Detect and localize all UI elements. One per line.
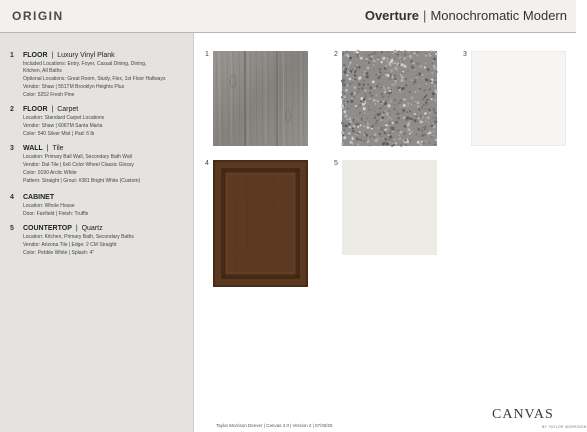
spec-detail: Kitchen, All Baths bbox=[23, 68, 62, 74]
spec-category: WALL bbox=[23, 145, 43, 152]
spec-title: FLOOR | Carpet bbox=[23, 106, 79, 113]
swatch-number: 2 bbox=[334, 51, 338, 58]
spec-detail: Door: Fairfield | Finish: Truffle bbox=[23, 211, 89, 217]
canvas-logo bbox=[490, 405, 587, 432]
swatch-number: 1 bbox=[205, 51, 209, 58]
spec-detail: Location: Standard Carpet Locations bbox=[23, 115, 105, 121]
collection-style: Monochromatic Modern bbox=[430, 8, 567, 23]
spec-title: FLOOR | Luxury Vinyl Plank bbox=[23, 52, 115, 59]
spec-name: Quartz bbox=[81, 225, 103, 232]
swatch-number: 5 bbox=[334, 160, 338, 167]
spec-title bbox=[23, 194, 54, 201]
header-bar bbox=[0, 0, 576, 33]
spec-category: CABINET bbox=[23, 194, 55, 201]
spec-detail: Location: Whole House bbox=[23, 203, 75, 209]
spec-detail: Vendor: Arizona Tile | Edge: 2 CM Straight bbox=[23, 242, 117, 248]
spec-category: COUNTERTOP bbox=[23, 225, 72, 232]
collection-name: Overture bbox=[364, 8, 420, 23]
spec-number: 5 bbox=[10, 225, 14, 232]
swatch-number: 3 bbox=[463, 51, 467, 58]
spec-detail: Vendor: Shaw | 551TM Brooklyn Heights Plus bbox=[23, 84, 125, 90]
logo-tagline: BY TAYLOR MORRISON bbox=[542, 425, 587, 429]
spec-number: 1 bbox=[10, 52, 14, 59]
spec-category: FLOOR bbox=[23, 106, 48, 113]
spec-category: FLOOR bbox=[23, 52, 48, 59]
spec-detail: Optional Locations: Great Room, Study, Flex, 1st Floor Hallways bbox=[23, 76, 166, 82]
spec-detail: Vendor: Shaw | 606TM Santa Marta bbox=[23, 123, 103, 129]
swatch-speckled-carpet bbox=[342, 51, 437, 146]
spec-detail: Color: Pebble White | Splash: 4" bbox=[23, 250, 95, 256]
spec-detail: Pattern: Straight | Grout: #381 Bright White (Custom) bbox=[23, 178, 141, 184]
spec-name: Carpet bbox=[57, 106, 79, 113]
spec-detail: Vendor: Dal-Tile | 6x6 Color Wheel Classic Glossy bbox=[23, 162, 134, 168]
swatch-quartz-countertop bbox=[342, 160, 437, 255]
spec-detail: Location: Kitchen, Primary Bath, Secondary Baths bbox=[23, 234, 134, 240]
title-separator: | bbox=[423, 8, 427, 23]
page-title bbox=[365, 8, 567, 23]
spec-detail: Included Locations: Entry, Foyer, Casual Dining, Dining, bbox=[23, 61, 147, 67]
swatch-white-tile bbox=[471, 51, 566, 146]
spec-name: Luxury Vinyl Plank bbox=[57, 52, 115, 59]
swatch-wood-vinyl-plank bbox=[213, 51, 308, 146]
cabinet-door-image bbox=[213, 160, 308, 287]
logo-wordmark: CANVAS bbox=[492, 407, 554, 422]
spec-sidebar bbox=[0, 33, 194, 432]
spec-number: 3 bbox=[10, 145, 14, 152]
carpet-image bbox=[342, 51, 437, 146]
spec-detail: Location: Primary Ball Wall, Secondary Bath Wall bbox=[23, 154, 132, 160]
spec-detail: Color: 0190 Arctic White bbox=[23, 170, 77, 176]
quartz-image bbox=[342, 160, 437, 255]
brand-name: ORIGIN bbox=[12, 9, 64, 23]
spec-number: 4 bbox=[10, 194, 14, 201]
spec-number: 2 bbox=[10, 106, 14, 113]
spec-name: Tile bbox=[52, 145, 64, 152]
spec-title: COUNTERTOP | Quartz bbox=[23, 225, 103, 232]
footer-credit: Taylor Morrison Denver | Canvas 4.0 | Version 2 | 07/30/25 bbox=[216, 423, 333, 428]
swatch-cabinet-door bbox=[213, 160, 308, 287]
spec-detail: Color: 5252 Fresh Pine bbox=[23, 92, 75, 98]
wood-plank-image bbox=[213, 51, 308, 146]
swatch-number: 4 bbox=[205, 160, 209, 167]
spec-detail: Color: 540 Silver Mist | Pad: 6 lb bbox=[23, 131, 95, 137]
spec-title: WALL | Tile bbox=[23, 145, 64, 152]
